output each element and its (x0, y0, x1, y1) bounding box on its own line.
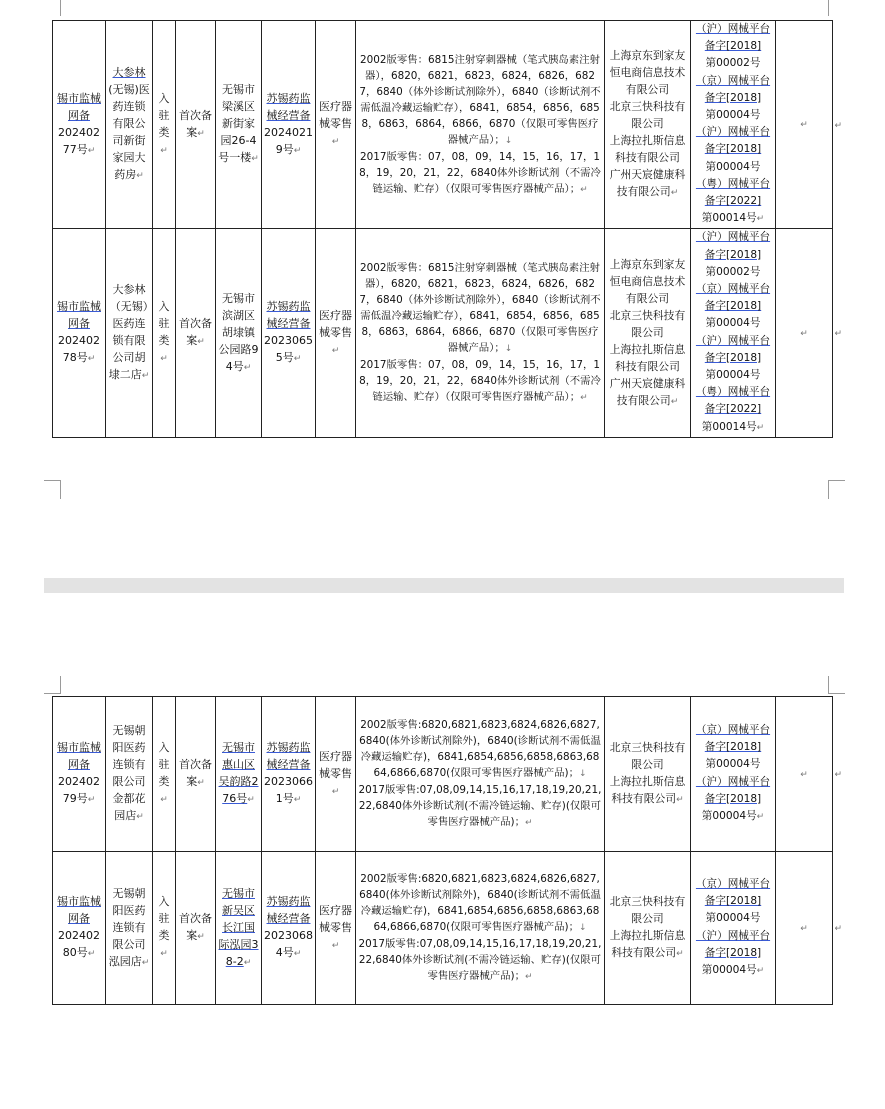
scope-cell: 医疗器械零售↵ (316, 21, 356, 229)
business-content-cell: 2002版零售:6820,6821,6823,6824,6826,6827,6840(体外诊断试剂除外)，6840(诊断试剂不需低温冷藏运输贮存)，6841,6854,6856,6858,6863,6864,6866,6870(仅限可零售医疗器械产品)；↓ 2017版零售:07,08,09,14,15,16,17,18,19,20,21,22,6840体外诊断试剂(不需冷链运输、贮存)(仅限可零售医疗器械产品)；↵ (356, 852, 605, 1005)
company-name-cell: 无锡朝阳医药连锁有限公司金都花园店↵ (106, 697, 153, 852)
platform-cell: 上海京东到家友恒电商信息技术有限公司 北京三快科技有限公司 上海拉扎斯信息科技有限公司 广州天宸健康科技有限公司↵ (605, 229, 691, 437)
record-number-cell: 锡市监械网备 202402 78号↵ (53, 229, 106, 437)
table-row (53, 697, 833, 852)
address-cell: 无锡市惠山区吴韵路276号↵ (216, 697, 262, 852)
record-number-cell: 锡市监械网备 202402 80号↵ (53, 852, 106, 1005)
remark-cell: ↵ ↵ (776, 852, 833, 1005)
platform-record-cell: （沪）网械平台备字[2018] 第00002号 （京）网械平台备字[2018] 第00004号 （沪）网械平台备字[2018] 第00004号 （粤）网械平台备字[2022] 第00014号↵ (691, 229, 776, 437)
table-row (53, 21, 833, 229)
platform-record-cell: （京）网械平台备字[2018] 第00004号 （沪）网械平台备字[2018] 第00004号↵ (691, 852, 776, 1005)
business-content-cell: 2002版零售：6815注射穿刺器械（笔式胰岛素注射器），6820，6821，6823，6824，6826，6827，6840（体外诊断试剂除外），6840（诊断试剂不需低温冷藏运输贮存），6841，6854，6856，6858，6863，6864，6866，6870（仅限可零售医疗器械产品）；↓ 2017版零售：07，08，09，14，15，16，17，18，19，20，21，22，6840体外诊断试剂（不需冷链运输、贮存）（仅限可零售医疗器械产品）；↵ (356, 21, 605, 229)
remark-cell: ↵ ↵ (776, 697, 833, 852)
join-type-cell: 入驻类↵ (153, 852, 176, 1005)
record-number-cell: 锡市监械网备 202402 77号↵ (53, 21, 106, 229)
permit-cell: 苏锡药监械经营备20240219号↵ (262, 21, 316, 229)
crop-mark (44, 676, 61, 694)
platform-cell: 北京三快科技有限公司 上海拉扎斯信息科技有限公司↵ (605, 852, 691, 1005)
record-type-cell: 首次备案↵ (176, 229, 216, 437)
address-cell: 无锡市新吴区长江国际泓园38-2↵ (216, 852, 262, 1005)
scope-cell: 医疗器械零售↵ (316, 852, 356, 1005)
crop-mark (828, 0, 829, 16)
platform-record-cell: （沪）网械平台备字[2018] 第00002号 （京）网械平台备字[2018] 第00004号 （沪）网械平台备字[2018] 第00004号 （粤）网械平台备字[2022] 第00014号↵ (691, 21, 776, 229)
join-type-cell: 入驻类↵ (153, 21, 176, 229)
remark-cell: ↵ ↵ (776, 21, 833, 229)
company-name-cell: 无锡朝阳医药连锁有限公司泓园店↵ (106, 852, 153, 1005)
platform-record-cell: （京）网械平台备字[2018] 第00004号 （沪）网械平台备字[2018] 第00004号↵ (691, 697, 776, 852)
crop-mark (828, 480, 845, 499)
crop-mark (44, 480, 61, 499)
remark-cell: ↵ ↵ (776, 229, 833, 437)
address-cell: 无锡市梁溪区新街家园26-4号一楼↵ (216, 21, 262, 229)
platform-cell: 上海京东到家友恒电商信息技术有限公司 北京三快科技有限公司 上海拉扎斯信息科技有限公司 广州天宸健康科技有限公司↵ (605, 21, 691, 229)
platform-cell: 北京三快科技有限公司 上海拉扎斯信息科技有限公司↵ (605, 697, 691, 852)
record-type-cell: 首次备案↵ (176, 21, 216, 229)
scope-cell: 医疗器械零售↵ (316, 229, 356, 437)
address-cell: 无锡市滨湖区胡埭镇公园路94号↵ (216, 229, 262, 437)
company-name-cell: 大参林(无锡)医药连锁有限公司新街家园大药房↵ (106, 21, 153, 229)
company-name-cell: 大参林（无锡）医药连锁有限公司胡埭二店↵ (106, 229, 153, 437)
record-number-cell: 锡市监械网备 202402 79号↵ (53, 697, 106, 852)
record-table-page-1 (52, 20, 842, 438)
table-row (53, 852, 833, 1005)
join-type-cell: 入驻类↵ (153, 697, 176, 852)
crop-mark (828, 676, 845, 694)
record-type-cell: 首次备案↵ (176, 852, 216, 1005)
permit-cell: 苏锡药监械经营备20230684号↵ (262, 852, 316, 1005)
permit-cell: 苏锡药监械经营备20230661号↵ (262, 697, 316, 852)
table-row (53, 229, 833, 437)
page-gap (44, 578, 844, 593)
permit-cell: 苏锡药监械经营备20230655号↵ (262, 229, 316, 437)
scope-cell: 医疗器械零售↵ (316, 697, 356, 852)
record-type-cell: 首次备案↵ (176, 697, 216, 852)
record-table-page-2 (52, 696, 842, 1005)
join-type-cell: 入驻类↵ (153, 229, 176, 437)
business-content-cell: 2002版零售：6815注射穿刺器械（笔式胰岛素注射器），6820，6821，6823，6824，6826，6827，6840（体外诊断试剂除外），6840（诊断试剂不需低温冷藏运输贮存），6841，6854，6856，6858，6863，6864，6866，6870（仅限可零售医疗器械产品）；↓ 2017版零售：07，08，09，14，15，16，17，18，19，20，21，22，6840体外诊断试剂（不需冷链运输、贮存）（仅限可零售医疗器械产品）；↵ (356, 229, 605, 437)
crop-mark (60, 0, 61, 16)
business-content-cell: 2002版零售:6820,6821,6823,6824,6826,6827,6840(体外诊断试剂除外)，6840(诊断试剂不需低温冷藏运输贮存)，6841,6854,6856,6858,6863,6864,6866,6870(仅限可零售医疗器械产品)；↓ 2017版零售:07,08,09,14,15,16,17,18,19,20,21,22,6840体外诊断试剂(不需冷链运输、贮存)(仅限可零售医疗器械产品)；↵ (356, 697, 605, 852)
